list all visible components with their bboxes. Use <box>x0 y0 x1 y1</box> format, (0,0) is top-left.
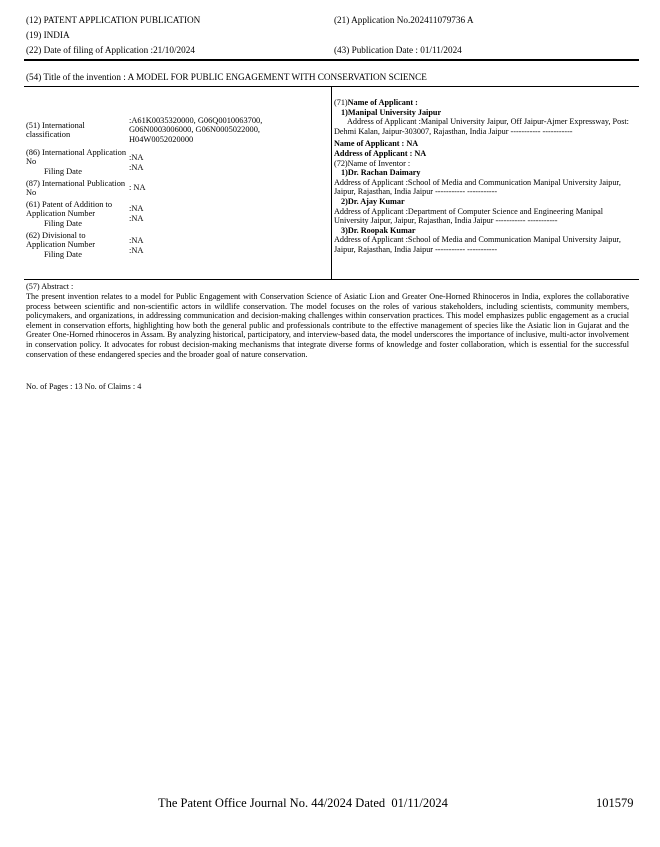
publication-date: (43) Publication Date : 01/11/2024 <box>334 45 462 55</box>
intl-classification-label: (51) International classification <box>26 121 85 140</box>
intl-publication-value: : NA <box>129 183 146 192</box>
intl-publication-label: (87) International Publication No <box>26 179 126 198</box>
intl-application-filing-label: Filing Date <box>44 167 82 176</box>
divisional-filing-value: :NA <box>129 246 144 255</box>
inventor-1-address: Address of Applicant :School of Media and Communication Manipal University Jaipur, Jaipur, Rajasthan, India Jaipur ----------- ----------- <box>334 177 621 197</box>
invention-title: (54) Title of the invention : A MODEL FOR PUBLIC ENGAGEMENT WITH CONSERVATION SCIENCE <box>26 72 427 82</box>
inventor-heading: (72)Name of Inventor : <box>334 158 411 168</box>
divisional-label: (62) Divisional to Application Number <box>26 231 96 250</box>
column-divider <box>331 86 332 279</box>
applicant-1-name: 1)Manipal University Jaipur <box>341 107 442 117</box>
divisional-value: :NA <box>129 236 144 245</box>
applicant-heading-line <box>334 98 636 108</box>
intl-application-value: :NA <box>129 153 144 162</box>
patent-of-addition-label: (61) Patent of Addition to Application Number <box>26 200 113 219</box>
intl-classification-value: :A61K0035320000, G06Q0010063700, G06N0003006000, G06N0005022000, H04W0052020000 <box>129 116 263 144</box>
patent-of-addition-filing-value: :NA <box>129 214 144 223</box>
application-number: (21) Application No.202411079736 A <box>334 15 474 25</box>
inventor-1-name: 1)Dr. Rachan Daimary <box>341 168 421 178</box>
inventor-3-address: Address of Applicant :School of Media and Communication Manipal University Jaipur, Jaipur, Rajasthan, India Jaipur ----------- ----------- <box>334 235 621 254</box>
header-divider <box>24 59 639 61</box>
table-bottom-divider <box>24 279 639 280</box>
inventor-2-address: Address of Applicant :Department of Computer Science and Engineering Manipal University Jaipur, Jaipur, Rajasthan, India Jaipur ----------- ----------- <box>334 206 603 226</box>
applicant-name-na: Name of Applicant : NA <box>334 139 419 149</box>
country: (19) INDIA <box>26 30 70 40</box>
filing-date: (22) Date of filing of Application :21/10/2024 <box>26 45 195 55</box>
intl-application-label: (86) International Application No <box>26 148 127 167</box>
intl-application-filing-value: :NA <box>129 163 144 172</box>
applicant-inventor-panel <box>334 98 636 255</box>
page-number: 101579 <box>596 796 634 810</box>
patent-of-addition-value: :NA <box>129 204 144 213</box>
publication-type: (12) PATENT APPLICATION PUBLICATION <box>26 15 201 25</box>
abstract-label: (57) Abstract : <box>26 282 74 291</box>
inventor-3-name: 3)Dr. Roopak Kumar <box>341 225 416 235</box>
journal-footer: The Patent Office Journal No. 44/2024 Dated 01/11/2024 <box>158 796 448 810</box>
pages-and-claims: No. of Pages : 13 No. of Claims : 4 <box>26 382 142 391</box>
applicant-address-na: Address of Applicant : NA <box>334 148 427 158</box>
patent-of-addition-filing-label: Filing Date <box>44 219 82 228</box>
applicant-1-address: Address of Applicant :Manipal University Jaipur, Off Jaipur-Ajmer Expressway, Post: Dehmi Kalan, Jaipur-303007, Rajasthan, India Jaipur ----------- ----------- <box>334 117 629 136</box>
abstract-text: The present invention relates to a model for Public Engagement with Conservation Science of Asiatic Lion and Greater One-Horned Rhinoceros in India, explores the collaborative process between scientific and non-scientific actors in wildlife conservation. The model focuses on the roles of various stakeholders, including scientists, community members, policymakers, and organizations, in addressing communication and decision-making challenges within conservation practices. This model emphasizes public engagement as a crucial element in conservation efforts, highlighting how both the general public and professionals contribute to the effective management of species like the Asiatic lion in Gujarat and the Greater One-Horned rhinoceros in Assam. By analyzing historical, participatory, and interview-based data, the model underscores the importance of inclusive, multi-actor involvement in conservation policy. It advocates for robust decision-making mechanisms that integrate diverse forms of knowledge and foster collaboration, which is essential for the successful conservation of these endangered species and the broader goal of nature conservation. <box>26 292 629 359</box>
divisional-filing-label: Filing Date <box>44 250 82 259</box>
inventor-2-name: 2)Dr. Ajay Kumar <box>341 196 405 206</box>
applicant-heading-code: (71) <box>334 98 348 107</box>
applicant-heading: Name of Applicant : <box>347 98 418 107</box>
